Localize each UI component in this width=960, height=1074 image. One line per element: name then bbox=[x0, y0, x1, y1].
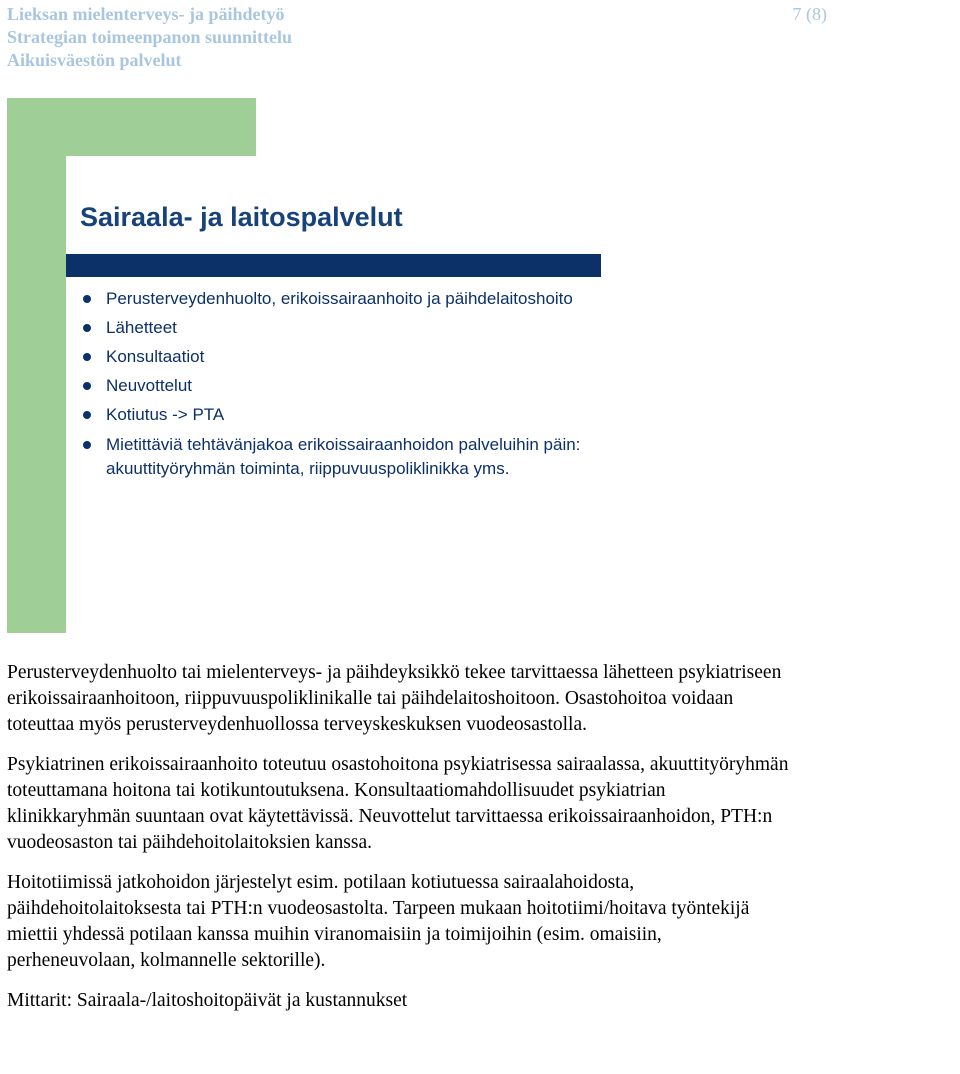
header-title: Lieksan mielenterveys- ja päihdetyö bbox=[7, 4, 285, 24]
body-paragraph: Psykiatrinen erikoissairaanhoito toteutuu osastohoitona psykiatrisessa sairaalassa, akuuttityöryhmän toteuttamana hoitona tai kotikuntoutuksena. Konsultaatiomahdollisuudet psykiatrian klinikkaryhmän suuntaan ovat käytettävissä. Neuvottelut tarvittaessa erikoissairaanhoidon, PTH:n vuodeosaston tai päihdehoitolaitoksien kanssa. bbox=[7, 754, 789, 853]
slide-green-band-left bbox=[7, 98, 66, 633]
body-paragraph: Perusterveydenhuolto tai mielenterveys- ja päihdeyksikkö tekee tarvittaessa lähetteen psykiatriseen erikoissairaanhoitoon, riippuvuuspoliklinikalle tai päihdelaitoshoitoon. Osastohoitoa voidaan toteuttaa myös perusterveydenhuollossa terveyskeskuksen vuodeosastolla. bbox=[7, 662, 782, 735]
slide-bullet: Neuvottelut bbox=[80, 371, 660, 400]
bullet-dot-icon bbox=[83, 411, 91, 419]
bullet-dot-icon bbox=[83, 295, 91, 303]
bullet-dot-icon bbox=[83, 382, 91, 390]
header-subtitle: Strategian toimeenpanon suunnittelu bbox=[7, 27, 293, 47]
document-body bbox=[7, 660, 957, 1028]
embedded-slide-image bbox=[7, 98, 660, 633]
body-paragraph: Hoitotiimissä jatkohoidon järjestelyt esim. potilaan kotiutuessa sairaalahoidosta, päihdehoitolaitoksesta tai PTH:n vuodeosastolta. Tarpeen mukaan hoitotiimi/hoitava työntekijä miettii yhdessä potilaan kanssa muihin viranomaisiin ja toimijoihin (esim. omaisiin, perheneuvolaan, kolmannelle sektorille). bbox=[7, 872, 750, 971]
metrics-line: Mittarit: Sairaala-/laitoshoitopäivät ja kustannukset bbox=[7, 990, 408, 1011]
slide-bullet: Kotiutus -> PTA bbox=[80, 400, 660, 429]
slide-title: Sairaala- ja laitospalvelut bbox=[80, 202, 403, 232]
slide-bullet: Perusterveydenhuolto, erikoissairaanhoito ja päihdelaitoshoito bbox=[80, 284, 660, 313]
slide-bullet-list bbox=[80, 284, 660, 481]
slide-bullet: Lähetteet bbox=[80, 313, 660, 342]
slide-bullet: Mietittäviä tehtävänjakoa erikoissairaanhoidon palveluihin päin: akuuttityöryhmän toiminta, riippuvuuspoliklinikka yms. bbox=[80, 429, 660, 481]
slide-title-bar bbox=[66, 254, 601, 277]
bullet-dot-icon bbox=[83, 353, 91, 361]
slide-bullet: Konsultaatiot bbox=[80, 342, 660, 371]
page-number: 7 (8) bbox=[792, 4, 827, 24]
bullet-dot-icon bbox=[83, 324, 91, 332]
header-section: Aikuisväestön palvelut bbox=[7, 50, 182, 70]
bullet-dot-icon bbox=[83, 441, 91, 449]
